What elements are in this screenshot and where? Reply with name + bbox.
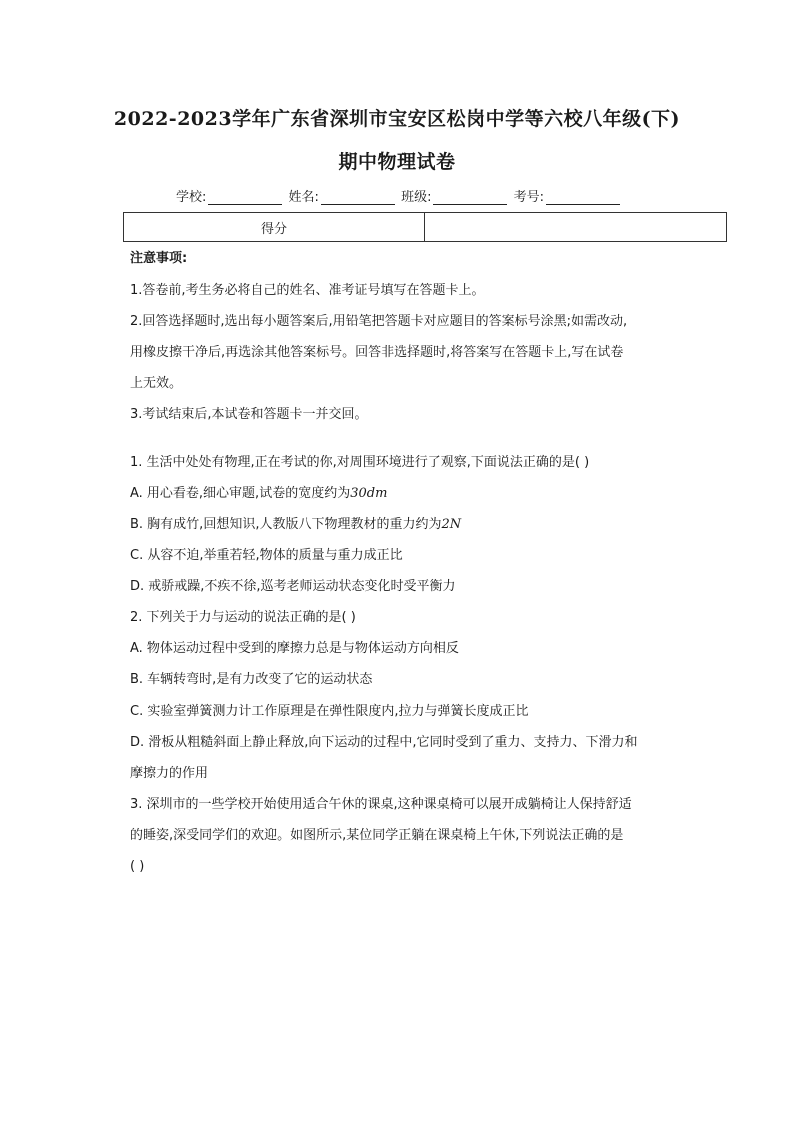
- question-3-stem-line3: ( ): [130, 859, 145, 874]
- question-1-option-a-value: 30dm: [350, 486, 388, 501]
- question-2-option-d-line1: D. 滑板从粗糙斜面上静止释放,向下运动的过程中,它同时受到了重力、支持力、下滑力和: [130, 735, 638, 750]
- question-2-option-a: A. 物体运动过程中受到的摩擦力总是与物体运动方向相反: [130, 641, 459, 656]
- question-2-option-b: B. 车辆转弯时,是有力改变了它的运动状态: [130, 672, 373, 687]
- question-1-option-b-text: B. 胸有成竹,回想知识,人教版八下物理教材的重力约为: [130, 517, 442, 532]
- school-label: 学校:: [176, 190, 207, 205]
- notice-item-2-line1: 2.回答选择题时,选出每小题答案后,用铅笔把答题卡对应题目的答案标号涂黑;如需改动,: [130, 314, 628, 329]
- question-1-option-b: [130, 517, 461, 533]
- score-value-cell[interactable]: [425, 213, 727, 242]
- question-2-stem: 2. 下列关于力与运动的说法正确的是( ): [130, 610, 356, 625]
- notice-title: 注意事项:: [130, 251, 188, 266]
- class-label: 班级:: [401, 190, 432, 205]
- exam-title-line2: 期中物理试卷: [338, 151, 456, 173]
- notice-item-3: 3.考试结束后,本试卷和答题卡一并交回。: [130, 407, 368, 422]
- question-1-option-d: D. 戒骄戒躁,不疾不徐,巡考老师运动状态变化时受平衡力: [130, 579, 456, 594]
- question-2-option-c: C. 实验室弹簧测力计工作原理是在弹性限度内,拉力与弹簧长度成正比: [130, 704, 529, 719]
- name-label: 姓名:: [288, 190, 319, 205]
- name-field[interactable]: [321, 190, 395, 205]
- question-1-option-a-text: A. 用心看卷,细心审题,试卷的宽度约为: [130, 486, 351, 501]
- question-3-stem-line2: 的睡姿,深受同学们的欢迎。如图所示,某位同学正躺在课桌椅上午休,下列说法正确的是: [130, 828, 624, 843]
- student-info-line: [176, 186, 622, 205]
- question-1-option-a: [130, 486, 387, 502]
- exam-title-line1: 2022-2023学年广东省深圳市宝安区松岗中学等六校八年级(下): [113, 108, 681, 130]
- score-table: [123, 212, 727, 242]
- score-label-cell: 得分: [124, 213, 425, 242]
- question-1-stem: 1. 生活中处处有物理,正在考试的你,对周围环境进行了观察,下面说法正确的是( ): [130, 455, 590, 470]
- question-3-stem-line1: 3. 深圳市的一些学校开始使用适合午休的课桌,这种课桌椅可以展开成躺椅让人保持舒适: [130, 797, 632, 812]
- exam-number-label: 考号:: [513, 190, 544, 205]
- question-1-option-c: C. 从容不迫,举重若轻,物体的质量与重力成正比: [130, 548, 403, 563]
- notice-item-2-line3: 上无效。: [130, 376, 183, 391]
- school-field[interactable]: [208, 190, 282, 205]
- question-2-option-d-line2: 摩擦力的作用: [130, 766, 209, 781]
- notice-item-2-line2: 用橡皮擦干净后,再选涂其他答案标号。回答非选择题时,将答案写在答题卡上,写在试卷: [130, 345, 624, 360]
- question-1-option-b-value: 2N: [441, 517, 462, 532]
- exam-number-field[interactable]: [546, 190, 620, 205]
- notice-item-1: 1.答卷前,考生务必将自己的姓名、准考证号填写在答题卡上。: [130, 283, 485, 298]
- class-field[interactable]: [433, 190, 507, 205]
